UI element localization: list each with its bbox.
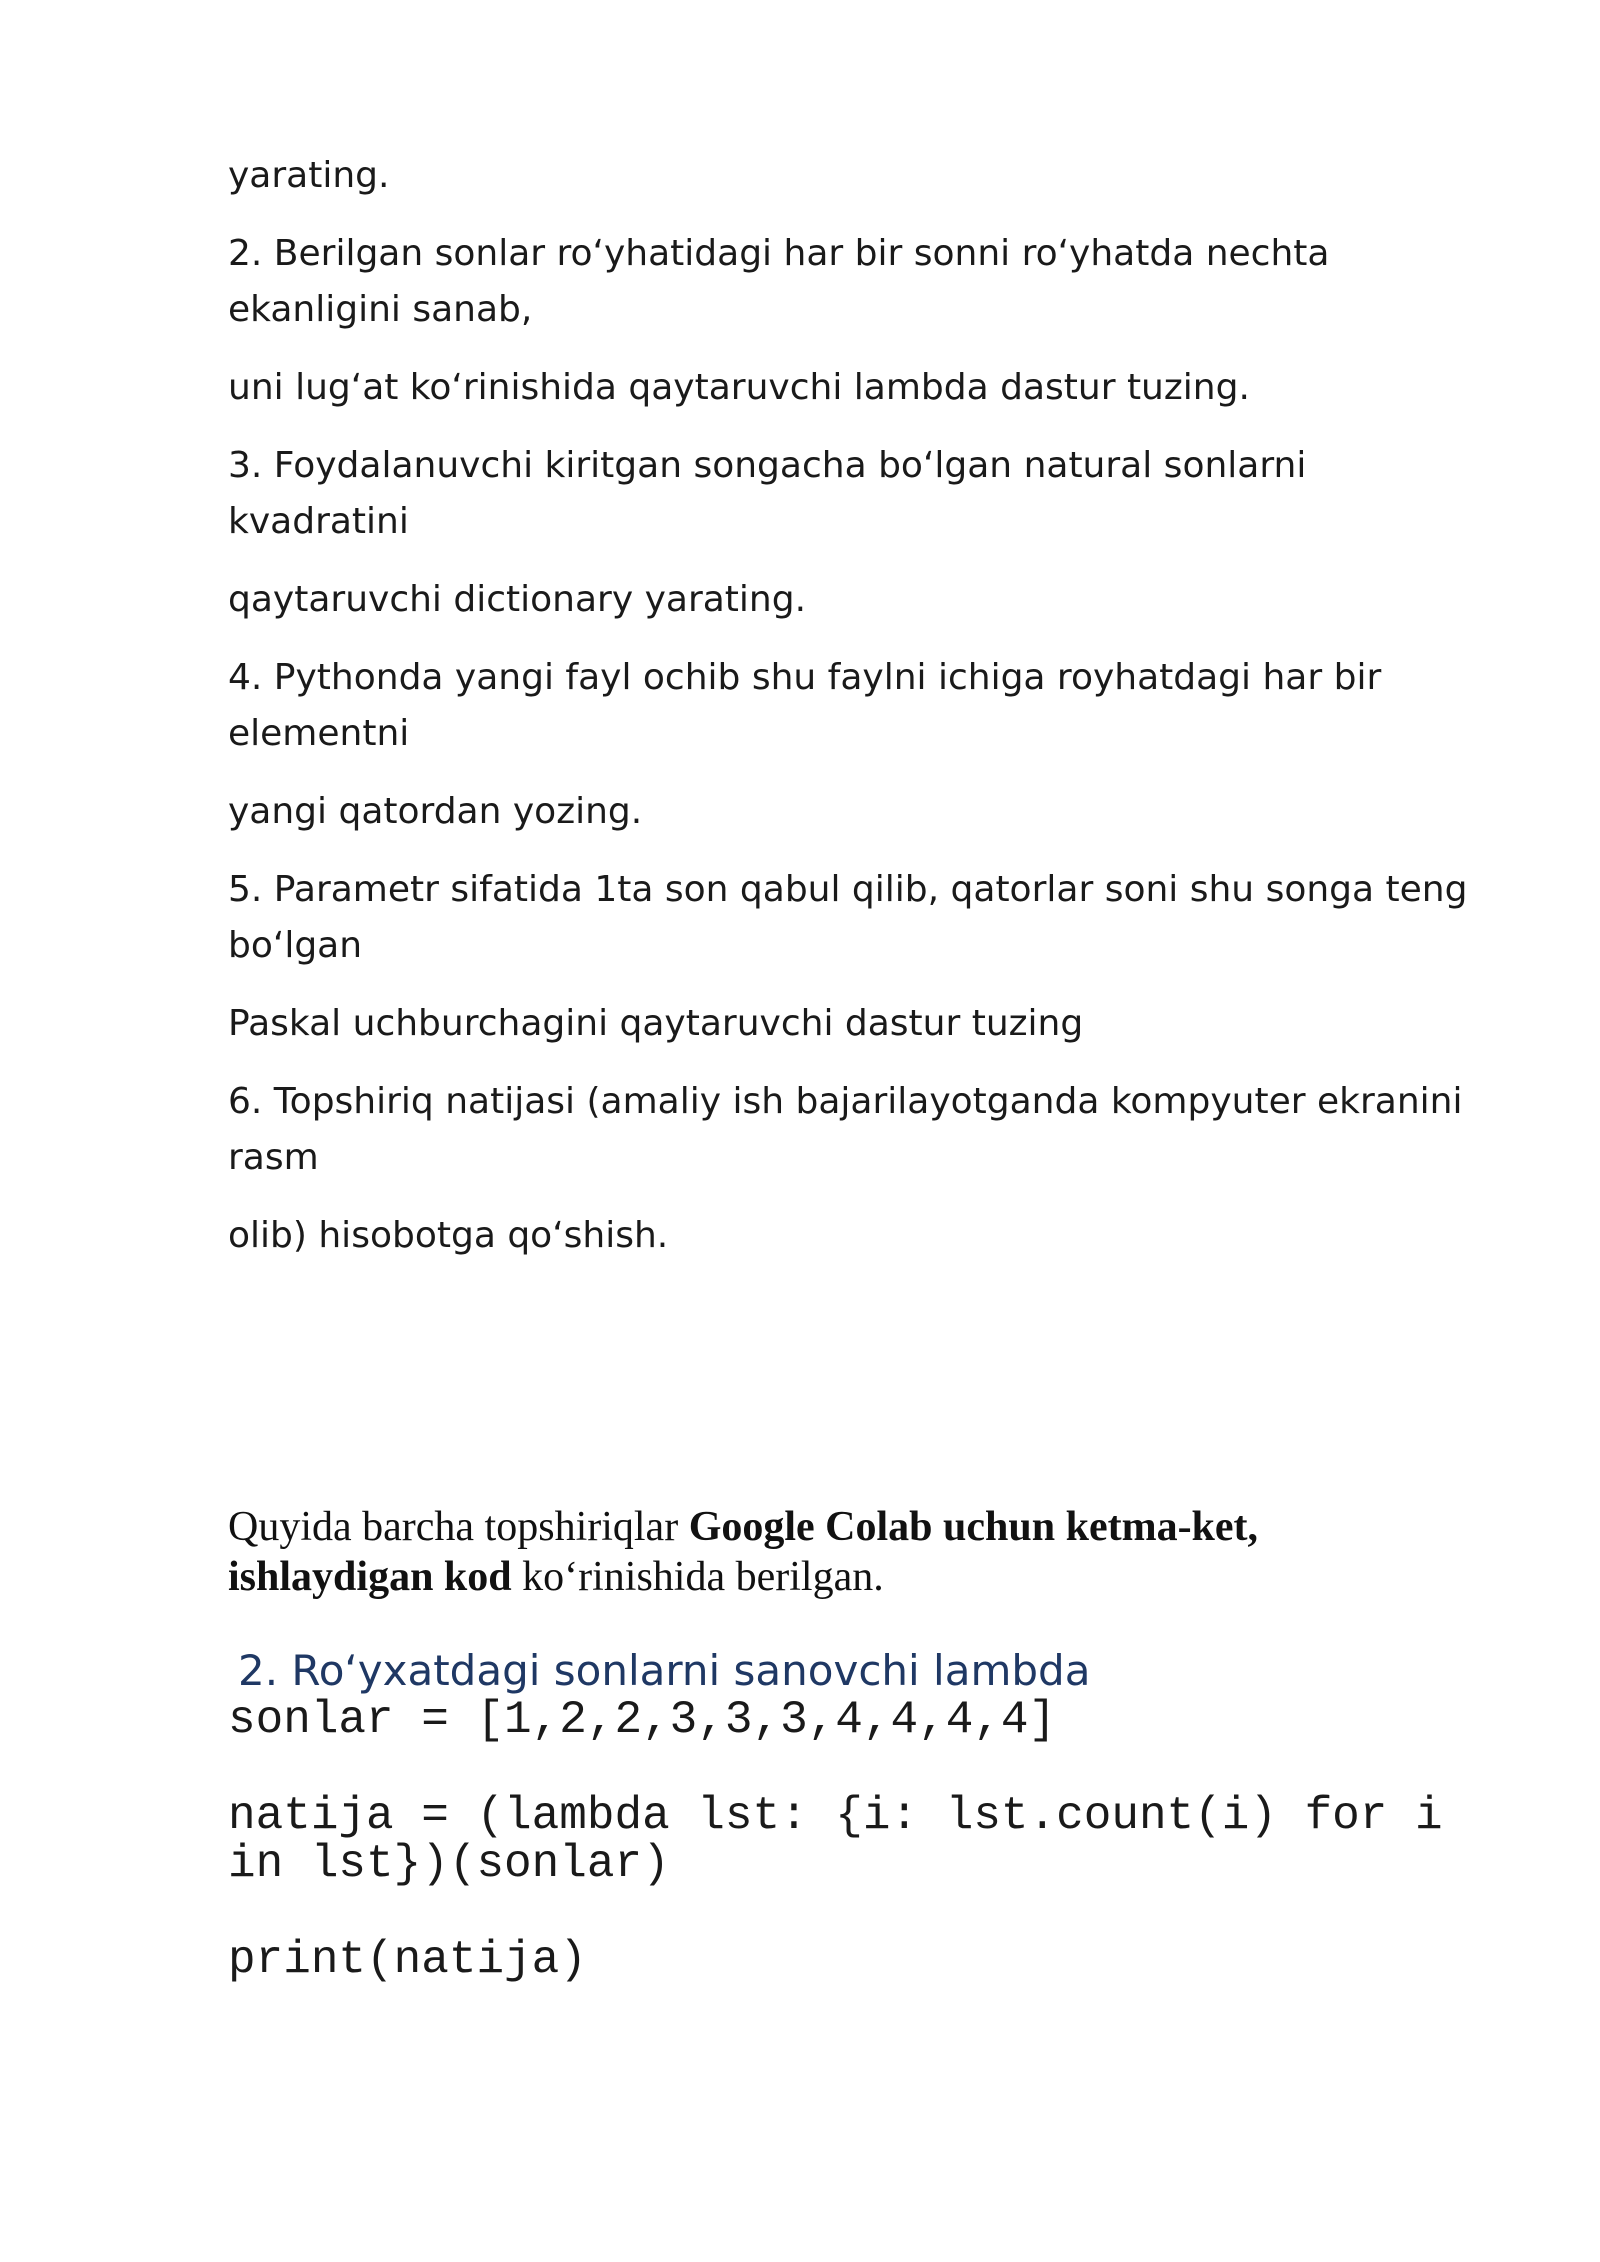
intro-text-start: Quyida barcha topshiriqlar xyxy=(228,1504,689,1550)
code-line-natija: natija = (lambda lst: {i: lst.count(i) for i in lst})(sonlar) xyxy=(228,1790,1471,1890)
code-blank-line xyxy=(228,1888,1468,1936)
task-4-text: 4. Pythonda yangi fayl ochib shu faylni ichiga royhatdagi har bir elementni xyxy=(228,657,1393,754)
document-body xyxy=(228,148,1479,1986)
task-2-text: 2. Berilgan sonlar ro‘yhatidagi har bir sonni ro‘yhatda nechta ekanligini sanab, xyxy=(228,233,1341,330)
task-text-line-1: yarating. xyxy=(228,155,390,196)
intro-paragraph xyxy=(228,1502,1468,1602)
task-2-continuation: uni lug‘at ko‘rinishida qaytaruvchi lambda dastur tuzing. xyxy=(228,367,1250,408)
intro-bold-text: Google Colab uchun ketma-ket, ishlaydigan kod xyxy=(228,1504,1259,1600)
section-heading: 2. Ro‘yxatdagi sonlarni sanovchi lambda xyxy=(238,1646,1091,1695)
code-blank-line xyxy=(228,1744,1468,1792)
code-line-print: print(natija) xyxy=(228,1934,587,1986)
task-6-text: 6. Topshiriq natijasi (amaliy ish bajarilayotganda kompyuter ekranini rasm xyxy=(228,1081,1474,1178)
task-5-text: 5. Parametr sifatida 1ta son qabul qilib, qatorlar soni shu songa teng bo‘lgan xyxy=(228,869,1479,966)
intro-text-end: ko‘rinishida berilgan. xyxy=(511,1554,884,1600)
code-line-sonlar: sonlar = [1,2,2,3,3,3,4,4,4,4] xyxy=(228,1694,1057,1746)
task-3-text: 3. Foydalanuvchi kiritgan songacha bo‘lgan natural sonlarni kvadratini xyxy=(228,445,1318,542)
task-5-continuation: Paskal uchburchagini qaytaruvchi dastur tuzing xyxy=(228,1003,1084,1044)
task-4-continuation: yangi qatordan yozing. xyxy=(228,791,643,832)
task-6-continuation: olib) hisobotga qo‘shish. xyxy=(228,1215,669,1256)
task-3-continuation: qaytaruvchi dictionary yarating. xyxy=(228,579,807,620)
